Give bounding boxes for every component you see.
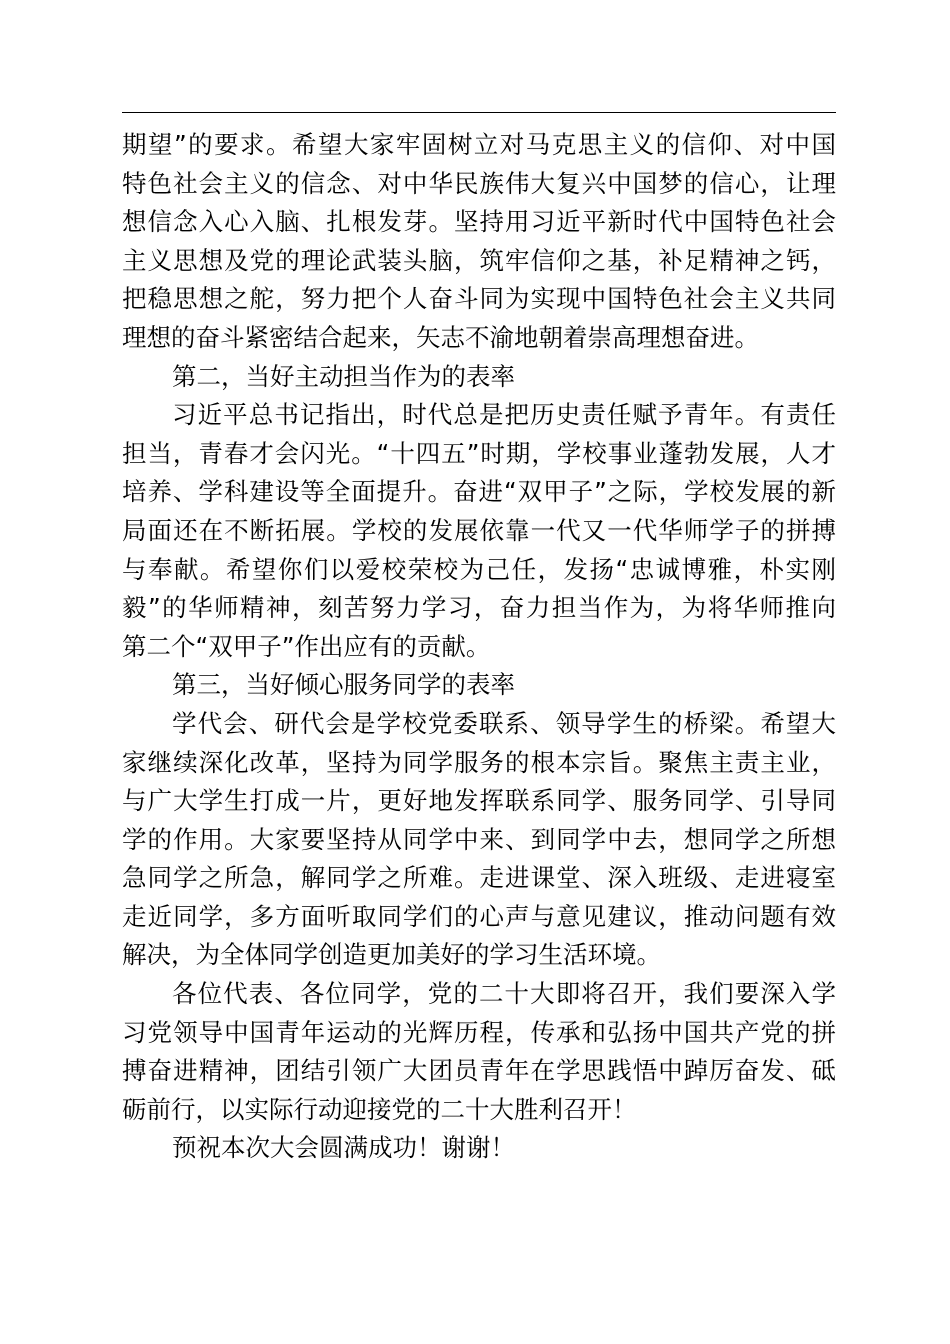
text-line: 理想的奋斗紧密结合起来，矢志不渝地朝着崇高理想奋进。 xyxy=(122,322,759,352)
text-line: 与奉献。希望你们以爱校荣校为己任，发扬“忠诚博雅，朴实刚 xyxy=(122,554,836,584)
text-line: 把稳思想之舵，努力把个人奋斗同为实现中国特色社会主义共同 xyxy=(122,284,836,314)
body-text xyxy=(122,126,836,1168)
text-line: 学代会、研代会是学校党委联系、领导学生的桥梁。希望大 xyxy=(172,708,836,738)
text-line: 各位代表、各位同学，党的二十大即将召开，我们要深入学 xyxy=(172,979,836,1009)
text-line: 与广大学生打成一片，更好地发挥联系同学、服务同学、引导同 xyxy=(122,786,836,816)
text-line: 主义思想及党的理论武装头脑，筑牢信仰之基，补足精神之钙， xyxy=(122,245,836,275)
text-line: 家继续深化改革，坚持为同学服务的根本宗旨。聚焦主责主业， xyxy=(122,747,836,777)
text-line: 解决，为全体同学创造更加美好的学习生活环境。 xyxy=(122,940,661,970)
text-line: 习党领导中国青年运动的光辉历程，传承和弘扬中国共产党的拼 xyxy=(122,1017,836,1047)
text-line: 急同学之所急，解同学之所难。走进课堂、深入班级、走进寝室 xyxy=(122,863,836,893)
header-rule xyxy=(122,112,836,113)
section-heading-third: 第三，当好倾心服务同学的表率 xyxy=(172,670,515,700)
text-line: 学的作用。大家要坚持从同学中来、到同学中去，想同学之所想 xyxy=(122,824,836,854)
text-line: 培养、学科建设等全面提升。奋进“双甲子”之际，学校发展的新 xyxy=(122,477,836,507)
text-line: 走近同学，多方面听取同学们的心声与意见建议，推动问题有效 xyxy=(122,901,836,931)
text-line: 习近平总书记指出，时代总是把历史责任赋予青年。有责任 xyxy=(172,400,836,430)
text-line: 第二个“双甲子”作出应有的贡献。 xyxy=(122,631,491,661)
text-line: 局面还在不断拓展。学校的发展依靠一代又一代华师学子的拼搏 xyxy=(122,515,836,545)
text-line: 砺前行，以实际行动迎接党的二十大胜利召开！ xyxy=(122,1094,637,1124)
text-line: 想信念入心入脑、扎根发芽。坚持用习近平新时代中国特色社会 xyxy=(122,207,836,237)
text-line: 搏奋进精神，团结引领广大团员青年在学思践悟中踔厉奋发、砥 xyxy=(122,1056,836,1086)
text-line: 期望”的要求。希望大家牢固树立对马克思主义的信仰、对中国 xyxy=(122,130,836,159)
text-line: 毅”的华师精神，刻苦努力学习，奋力担当作为，为将华师推向 xyxy=(122,593,836,623)
text-line: 特色社会主义的信念、对中华民族伟大复兴中国梦的信心，让理 xyxy=(122,168,836,198)
text-line: 担当，青春才会闪光。“十四五”时期，学校事业蓬勃发展，人才 xyxy=(122,438,836,468)
section-heading-second: 第二，当好主动担当作为的表率 xyxy=(172,361,515,391)
closing-line: 预祝本次大会圆满成功！谢谢！ xyxy=(172,1133,515,1163)
